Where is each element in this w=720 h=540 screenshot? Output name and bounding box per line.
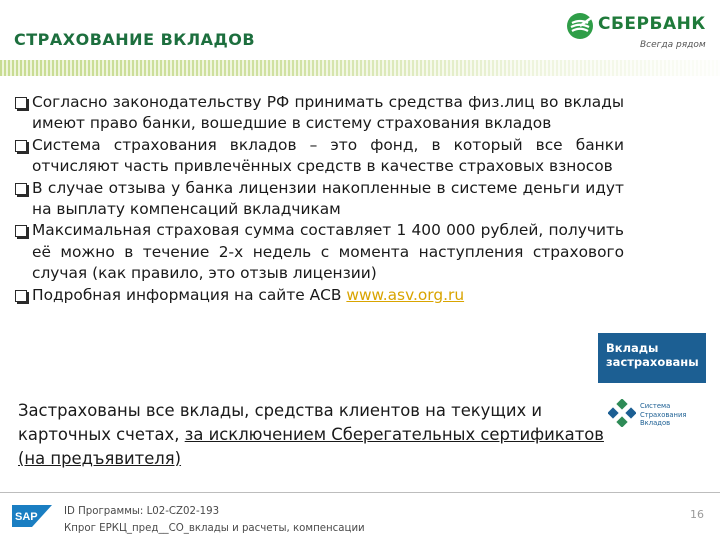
badge-caption: Система Страхования Вкладов: [640, 402, 687, 427]
checkbox-bullet-icon: [15, 225, 27, 237]
svg-text:SAP: SAP: [15, 511, 38, 523]
checkbox-bullet-icon: [15, 140, 27, 152]
page-number: 16: [690, 508, 704, 521]
bullet-text: Согласно законодательству РФ принимать средства физ.лиц во вклады имеют право банки, вошедшие в систему страхования вкладов: [32, 93, 624, 133]
deposits-insured-badge: [598, 333, 706, 443]
bullet-item: [14, 220, 624, 284]
asv-website-link[interactable]: www.asv.org.ru: [346, 285, 465, 304]
brand-name: СБЕРБАНК: [598, 14, 706, 34]
footer-info: [64, 503, 484, 537]
footer-divider: [0, 492, 720, 493]
bullet-list: [14, 92, 624, 306]
deposit-insurance-logo-icon: [608, 399, 636, 427]
summary-exception: за исключением Сберегательных сертификатов (на предъявителя): [18, 425, 604, 468]
summary-main: Застрахованы все вклады, средства клиентов на текущих и карточных счетах,: [18, 401, 543, 444]
bullet-item: [14, 135, 624, 178]
bullet-item: [14, 92, 624, 135]
brand-tagline: Всегда рядом: [640, 40, 706, 50]
checkbox-bullet-icon: [15, 183, 27, 195]
program-id: ID Программы: L02-CZ02-193: [64, 506, 220, 517]
checkbox-bullet-icon: [15, 290, 27, 302]
summary-text: [18, 399, 608, 471]
header-stripe: [0, 60, 720, 76]
bullet-item: [14, 178, 624, 221]
program-name: Кпрог ЕРКЦ_пред__СО_вклады и расчеты, компенсации: [64, 523, 365, 534]
bullet-text: Максимальная страховая сумма составляет 1 400 000 рублей, получить её можно в течение 2-х недель с момента наступления страхового случая (как правило, это отзыв лицензии): [32, 221, 624, 283]
sberbank-logo: [566, 10, 716, 56]
bullet-text: В случае отзыва у банка лицензии накопленные в системе деньги идут на выплату компенсаций вкладчикам: [32, 178, 624, 219]
sberbank-logo-icon: [566, 12, 594, 40]
bullet-item: [14, 285, 624, 306]
bullet-text: Система страхования вкладов – это фонд, в который все банки отчисляют часть привлечённых средств в качестве страховых взносов: [32, 135, 624, 176]
sap-logo-icon: [12, 505, 52, 527]
badge-header: [598, 333, 706, 383]
bullet-text: Подробная информация на сайте АСВ: [32, 285, 347, 304]
slide-title: СТРАХОВАНИЕ ВКЛАДОВ: [14, 30, 256, 49]
badge-title: Вклады застрахованы: [606, 341, 699, 369]
checkbox-bullet-icon: [15, 97, 27, 109]
